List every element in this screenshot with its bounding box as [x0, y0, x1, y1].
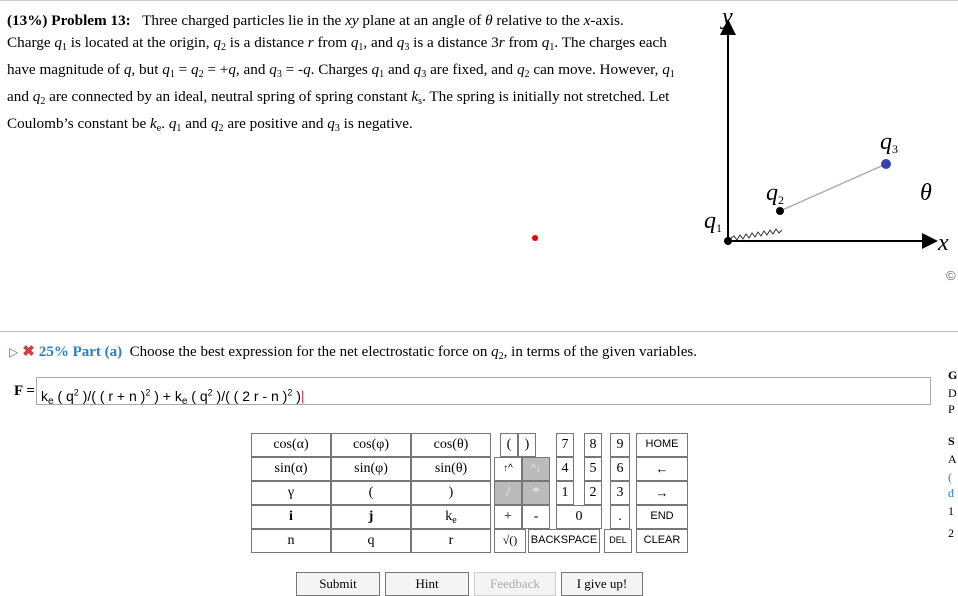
key-cos-theta[interactable]: cos(θ): [411, 433, 491, 457]
key-multiply[interactable]: *: [522, 481, 550, 505]
key-sqrt[interactable]: √(): [494, 529, 526, 553]
key-0[interactable]: 0: [556, 505, 602, 529]
q3-point: [881, 159, 891, 169]
q2-q3-line: [780, 164, 886, 211]
hint-button[interactable]: Hint: [385, 572, 469, 596]
right-strip-1: D: [948, 386, 957, 400]
key-6[interactable]: 6: [610, 457, 630, 481]
key-q[interactable]: q: [331, 529, 411, 553]
q1-label: q1: [704, 208, 722, 235]
problem-body: Charge $q_1$ is located at the origin, $q_2$ is a distance r from $q_1$, and $q_3$ is a distance 3r from $q_1$. The charges each have magnitude of q, but $q_1 = q_2 = +q$, and $q_3 = -q$. Charges $q_1$ and $q_3$ are fixed, and $q_2$ can move. However, $q_1$ and $q_2$ are connected by an ideal, neutral spring of spring constant $k_s$. The spring is initially not stretched. Let Coulomb’s constant be $k_e$. $q_1$ and $q_2$ are positive and $q_3$ is negative.: [7, 34, 675, 134]
key-1[interactable]: 1: [556, 481, 574, 505]
expand-triangle-icon[interactable]: ▷: [9, 345, 19, 359]
key-2[interactable]: 2: [584, 481, 602, 505]
key-left-arrow[interactable]: ←: [636, 457, 688, 481]
key-r[interactable]: r: [411, 529, 491, 553]
key-7[interactable]: 7: [556, 433, 574, 457]
key-sin-phi[interactable]: sin(φ): [331, 457, 411, 481]
key-ke[interactable]: $k_e$: [411, 505, 491, 529]
right-strip-5: (: [948, 470, 952, 484]
right-strip-3: S: [948, 434, 955, 448]
key-backspace[interactable]: BACKSPACE: [528, 529, 600, 553]
key-open-paren[interactable]: (: [331, 481, 411, 505]
key-subscript[interactable]: ^↓: [522, 457, 550, 481]
key-del[interactable]: DEL: [604, 529, 632, 553]
key-9[interactable]: 9: [610, 433, 630, 457]
key-sym-close-paren[interactable]: ): [518, 433, 536, 457]
problem-line1: Three charged particles lie in the xy plane at an angle of θ relative to the x-axis.: [134, 12, 624, 29]
copyright-icon: ©: [946, 268, 956, 283]
key-cos-phi[interactable]: cos(φ): [331, 433, 411, 457]
key-8[interactable]: 8: [584, 433, 602, 457]
key-right-arrow[interactable]: →: [636, 481, 688, 505]
answer-input[interactable]: [36, 377, 931, 405]
answer-value: $k_e$ ( $q^2$ )/( ( r + n )$^2$ ) + $k_e$ ( $q^2$ )/( ( 2 r - n )$^2$ ): [41, 387, 301, 407]
problem-header: (13%) Problem 13:: [7, 12, 131, 29]
key-j[interactable]: j: [331, 505, 411, 529]
key-clear[interactable]: CLEAR: [636, 529, 688, 553]
key-3[interactable]: 3: [610, 481, 630, 505]
separator: [0, 331, 958, 332]
right-strip-4: A: [948, 452, 957, 466]
key-n[interactable]: n: [251, 529, 331, 553]
part-label: Part (a): [72, 344, 123, 360]
q1-point: [724, 237, 732, 245]
q2-label: q2: [766, 180, 784, 207]
key-divide[interactable]: /: [494, 481, 522, 505]
submit-button[interactable]: Submit: [296, 572, 380, 596]
right-strip-2: P: [948, 402, 955, 416]
key-sin-theta[interactable]: sin(θ): [411, 457, 491, 481]
x-axis-label: x: [938, 230, 949, 256]
key-sym-open-paren[interactable]: (: [500, 433, 518, 457]
right-strip-0: G: [948, 368, 958, 382]
key-cos-alpha[interactable]: cos(α): [251, 433, 331, 457]
problem-text: [7, 10, 687, 140]
right-strip-6: d: [948, 486, 954, 500]
part-percent: 25%: [38, 344, 69, 360]
right-strip-8: 2: [948, 526, 954, 540]
key-superscript[interactable]: ↑^: [494, 457, 522, 481]
theta-label: θ: [920, 180, 932, 206]
key-4[interactable]: 4: [556, 457, 574, 481]
key-decimal[interactable]: .: [610, 505, 630, 529]
part-a-header[interactable]: [9, 342, 697, 362]
feedback-button[interactable]: Feedback: [474, 572, 556, 596]
q3-label: q3: [880, 129, 898, 156]
charge-diagram: [690, 1, 958, 301]
wrong-x-icon: ✖: [22, 344, 35, 360]
key-gamma[interactable]: γ: [251, 481, 331, 505]
spring: [730, 229, 782, 240]
text-caret: |: [300, 387, 305, 404]
key-5[interactable]: 5: [584, 457, 602, 481]
answer-row: [14, 377, 919, 407]
y-axis-label: y: [722, 4, 733, 30]
red-dot-marker: [532, 235, 538, 241]
key-plus[interactable]: +: [494, 505, 522, 529]
key-i[interactable]: i: [251, 505, 331, 529]
key-sin-alpha[interactable]: sin(α): [251, 457, 331, 481]
key-end[interactable]: END: [636, 505, 688, 529]
key-close-paren[interactable]: ): [411, 481, 491, 505]
q2-point: [776, 207, 784, 215]
key-home[interactable]: HOME: [636, 433, 688, 457]
give-up-button[interactable]: I give up!: [561, 572, 643, 596]
part-prompt: Choose the best expression for the net electrostatic force on $q_2$, in terms of the given variables.: [125, 344, 697, 362]
right-strip-7: 1: [948, 504, 954, 518]
answer-label: F =: [14, 383, 35, 399]
key-minus[interactable]: -: [522, 505, 550, 529]
